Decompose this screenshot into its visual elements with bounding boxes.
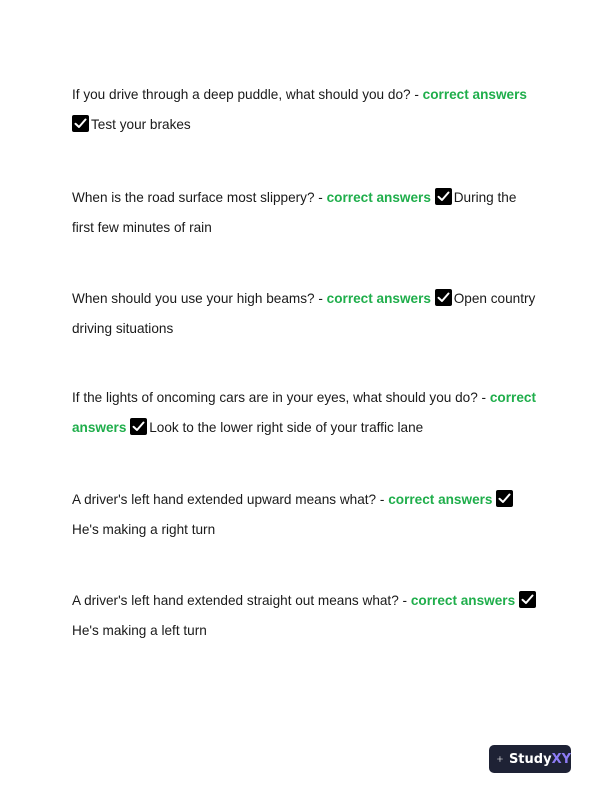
question-text: A driver's left hand extended straight out means what?: [72, 593, 399, 608]
question-text: A driver's left hand extended upward means what?: [72, 492, 377, 507]
studyxy-logo[interactable]: [489, 745, 571, 773]
checkmark-icon: [72, 115, 89, 132]
question-text: If the lights of oncoming cars are in your eyes, what should you do?: [72, 390, 478, 405]
checkmark-icon: [519, 591, 536, 608]
qa-item: [72, 383, 542, 442]
plus-icon: [497, 751, 503, 767]
answer-label: correct answers: [72, 390, 536, 435]
answer-label: correct answers: [410, 593, 516, 608]
answer-text: Look to the lower right side of your traffic lane: [149, 419, 424, 435]
separator: -: [314, 291, 327, 306]
brand-name: StudyXY: [508, 751, 571, 767]
qa-item: [72, 80, 542, 139]
separator: -: [376, 492, 389, 507]
qa-item: [72, 586, 542, 645]
answer-text: He's making a left turn: [72, 622, 207, 638]
separator: -: [314, 190, 327, 205]
checkmark-icon: [435, 188, 452, 205]
qa-item: [72, 485, 542, 544]
separator: -: [398, 593, 411, 608]
qa-item: [72, 284, 542, 343]
question-text: If you drive through a deep puddle, what should you do?: [72, 87, 411, 102]
answer-label: correct answers: [326, 190, 431, 205]
separator: -: [410, 87, 423, 102]
answer-label: correct answers: [326, 291, 431, 306]
qa-item: [72, 183, 542, 242]
checkmark-icon: [496, 490, 513, 507]
answer-label: correct answers: [388, 492, 493, 507]
separator: -: [477, 390, 490, 405]
answer-text: During the first few minutes of rain: [72, 190, 517, 235]
answer-label: correct answers: [422, 87, 527, 102]
question-text: When should you use your high beams?: [72, 291, 315, 306]
answer-text: Test your brakes: [91, 116, 191, 132]
checkmark-icon: [130, 418, 147, 435]
answer-text: Open country driving situations: [72, 291, 536, 336]
checkmark-icon: [435, 289, 452, 306]
question-text: When is the road surface most slippery?: [72, 190, 315, 205]
answer-text: He's making a right turn: [72, 521, 216, 537]
